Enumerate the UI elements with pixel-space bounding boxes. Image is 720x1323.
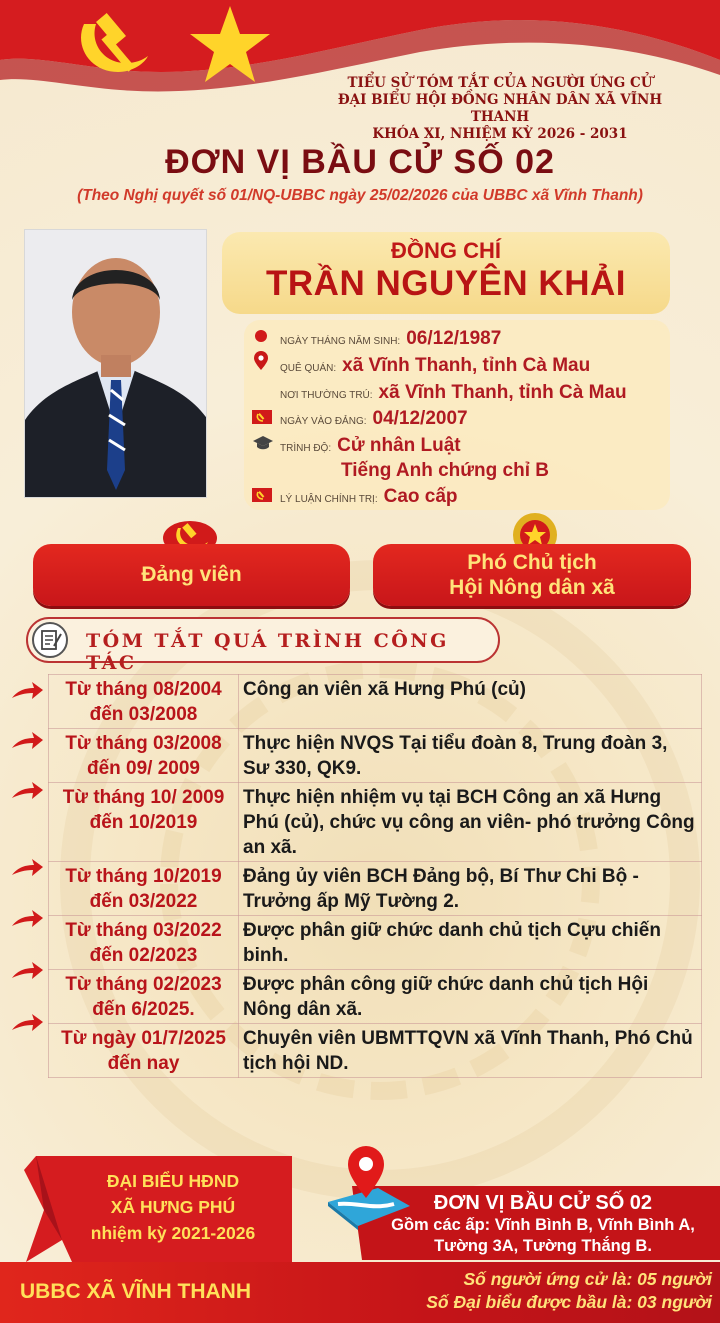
- red-arrow-icon: [10, 730, 44, 752]
- biography-header: [320, 75, 680, 143]
- career-table: [48, 674, 702, 1078]
- candidate-name-box: [222, 232, 670, 314]
- position-line-1: Phó Chủ tịch: [467, 551, 597, 574]
- career-description: Đảng ủy viên BCH Đảng bộ, Bí Thư Chi Bộ - Trưởng ấp Mỹ Tường 2.: [239, 862, 702, 916]
- education-value: Cử nhân Luật: [337, 435, 461, 456]
- header-line-3: KHÓA XI, NHIỆM KỲ 2026 - 2031: [372, 126, 628, 142]
- graduation-cap-icon: [252, 435, 274, 453]
- electoral-unit-hamlets: Gồm các ấp: Vĩnh Bình B, Vĩnh Bình A, Tường 3A, Tường Thắng B.: [391, 1216, 695, 1255]
- electoral-unit-box-title: ĐƠN VỊ BẦU CỬ SỐ 02: [433, 1192, 653, 1214]
- electoral-unit-title: ĐƠN VỊ BẦU CỬ SỐ 02: [165, 143, 555, 181]
- party-value: 04/12/2007: [372, 408, 468, 429]
- career-description: Thực hiện nhiệm vụ tại BCH Công an xã Hưng Phú (củ), chức vụ công an viên- phó trưởng Công an xã.: [239, 783, 702, 862]
- yellow-star-icon: [188, 4, 272, 84]
- career-period: Từ tháng 03/2008 đến 09/ 2009: [49, 729, 239, 783]
- resolution-reference: (Theo Nghị quyết số 01/NQ-UBBC ngày 25/02/2026 của UBBC xã Vĩnh Thanh): [77, 187, 643, 204]
- red-arrow-icon: [10, 680, 44, 702]
- table-row: [49, 783, 702, 862]
- politics-label: LÝ LUẬN CHÍNH TRỊ:: [280, 494, 378, 505]
- hammer-sickle-icon: [66, 6, 158, 82]
- red-arrow-icon: [10, 857, 44, 879]
- red-arrow-icon: [10, 1012, 44, 1034]
- birth-label: NGÀY THÁNG NĂM SINH:: [280, 336, 401, 347]
- table-row: [49, 970, 702, 1024]
- delegate-line-3: nhiệm kỳ 2021-2026: [90, 1223, 256, 1243]
- red-arrow-icon: [10, 780, 44, 802]
- elected-count: Số Đại biểu được bầu là: 03 người: [426, 1292, 712, 1312]
- candidate-name: TRẦN NGUYÊN KHẢI: [266, 264, 626, 303]
- table-row: [49, 729, 702, 783]
- election-stats: [426, 1268, 712, 1314]
- party-label: NGÀY VÀO ĐẢNG:: [280, 416, 367, 427]
- comrade-title: ĐỒNG CHÍ: [391, 238, 501, 263]
- career-description: Được phân công giữ chức danh chủ tịch Hội Nông dân xã.: [239, 970, 702, 1024]
- delegate-line-1: ĐẠI BIỂU HĐND: [106, 1171, 240, 1191]
- party-flag-icon: [252, 410, 274, 428]
- career-summary-header: [26, 617, 500, 674]
- table-row: [49, 675, 702, 729]
- residence-value: xã Vĩnh Thanh, tỉnh Cà Mau: [378, 382, 627, 403]
- party-member-badge: [33, 544, 350, 606]
- career-period: Từ tháng 10/2019 đến 03/2022: [49, 862, 239, 916]
- former-delegate-label: [58, 1168, 288, 1246]
- career-description: Được phân giữ chức danh chủ tịch Cựu chiến binh.: [239, 916, 702, 970]
- hometown-label: QUÊ QUÁN:: [280, 363, 337, 374]
- education-row: [252, 435, 461, 457]
- location-pin-icon: [252, 351, 274, 369]
- table-row: [49, 916, 702, 970]
- birth-value: 06/12/1987: [406, 328, 502, 349]
- electoral-unit-info: [368, 1191, 718, 1257]
- red-arrow-icon: [10, 960, 44, 982]
- table-row: [49, 862, 702, 916]
- career-description: Công an viên xã Hưng Phú (củ): [239, 675, 702, 729]
- career-summary-title: TÓM TẮT QUÁ TRÌNH CÔNG TÁC: [86, 630, 449, 674]
- candidate-portrait: [24, 229, 207, 498]
- career-description: Thực hiện NVQS Tại tiểu đoàn 8, Trung đoàn 3, Sư 330, QK9.: [239, 729, 702, 783]
- portrait-illustration: [25, 230, 207, 498]
- table-row: [49, 1024, 702, 1078]
- party-date-row: [252, 408, 468, 430]
- career-period: Từ tháng 03/2022 đến 02/2023: [49, 916, 239, 970]
- birth-row: [252, 326, 501, 350]
- position-badge: [373, 544, 691, 606]
- red-dot-icon: [252, 326, 274, 344]
- header-line-2: ĐẠI BIỂU HỘI ĐỒNG NHÂN DÂN XÃ VĨNH THANH: [337, 92, 663, 125]
- hometown-value: xã Vĩnh Thanh, tỉnh Cà Mau: [342, 355, 591, 376]
- education-value-2: Tiếng Anh chứng chỉ B: [341, 460, 549, 481]
- hometown-row: [252, 351, 590, 377]
- notebook-icon: [32, 622, 68, 658]
- politics-row: [252, 486, 458, 508]
- delegate-line-2: XÃ HƯNG PHÚ: [110, 1197, 236, 1217]
- career-period: Từ tháng 08/2004 đến 03/2008: [49, 675, 239, 729]
- party-flag-icon: [252, 488, 274, 506]
- career-period: Từ ngày 01/7/2025 đến nay: [49, 1024, 239, 1078]
- candidate-count: Số người ứng cử là: 05 người: [463, 1269, 712, 1289]
- politics-value: Cao cấp: [383, 486, 458, 507]
- header-line-1: TIỂU SỬ TÓM TẮT CỦA NGƯỜI ỨNG CỬ: [347, 75, 653, 91]
- residence-row: [252, 380, 627, 404]
- position-line-2: Hội Nông dân xã: [449, 576, 615, 599]
- election-committee-label: UBBC XÃ VĨNH THANH: [20, 1280, 251, 1303]
- red-arrow-icon: [10, 908, 44, 930]
- party-member-label: Đảng viên: [141, 563, 242, 586]
- residence-label: NƠI THƯỜNG TRÚ:: [280, 390, 373, 401]
- career-period: Từ tháng 02/2023 đến 6/2025.: [49, 970, 239, 1024]
- education-label: TRÌNH ĐỘ:: [280, 443, 332, 454]
- career-description: Chuyên viên UBMTTQVN xã Vĩnh Thanh, Phó Chủ tịch hội ND.: [239, 1024, 702, 1078]
- career-period: Từ tháng 10/ 2009 đến 10/2019: [49, 783, 239, 862]
